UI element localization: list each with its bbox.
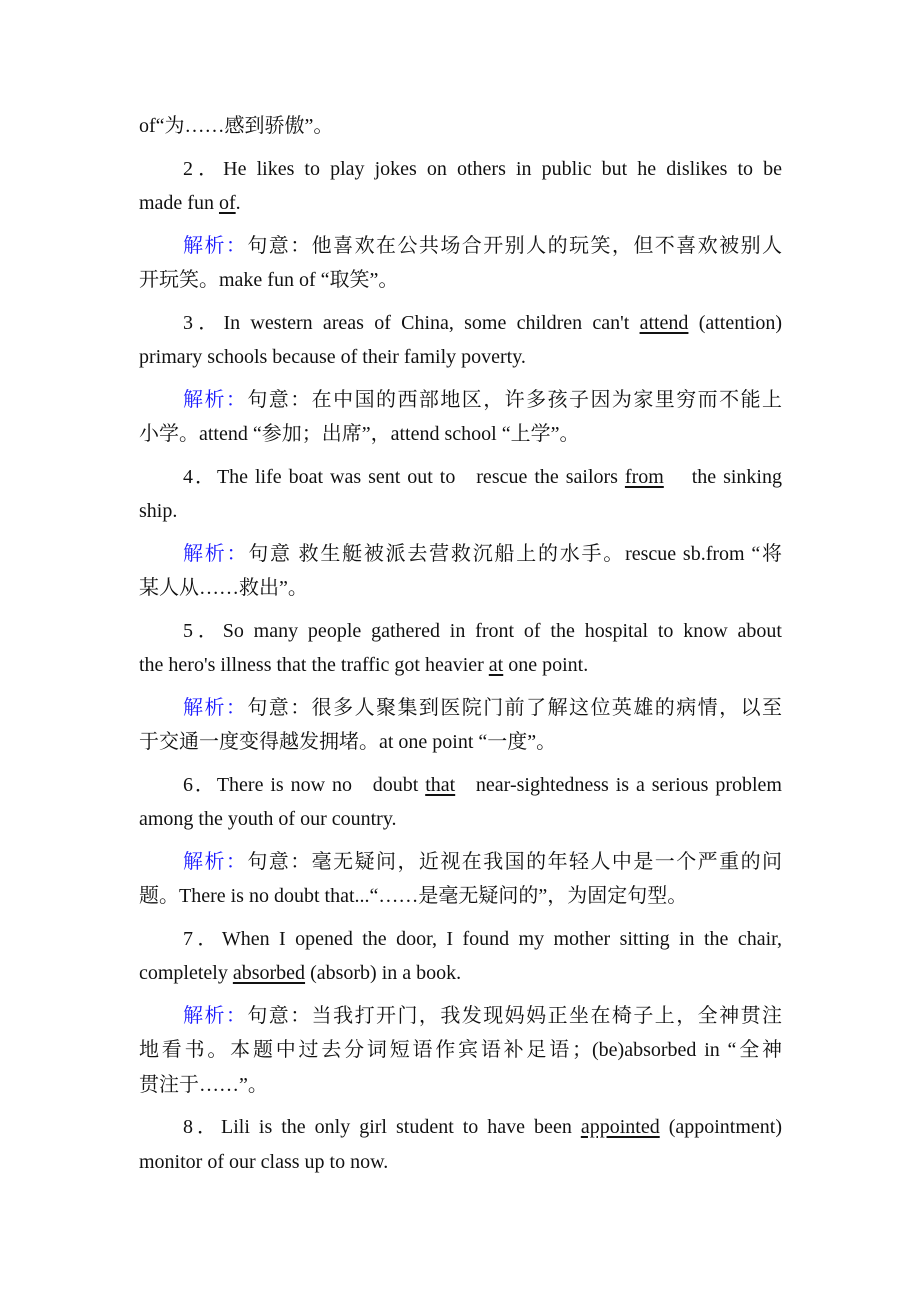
answer-blank: that bbox=[425, 773, 456, 796]
answer-blank: of bbox=[218, 192, 236, 214]
text-segment: 4．The life boat was sent out to rescue the sailors bbox=[183, 465, 625, 488]
analysis-paragraph bbox=[139, 691, 782, 760]
text-line bbox=[139, 879, 782, 914]
analysis-label: 解析： bbox=[183, 542, 249, 565]
text-line bbox=[139, 725, 782, 760]
text-line bbox=[139, 999, 782, 1034]
text-segment: 2．He likes to play jokes on others in public but he dislikes to be bbox=[183, 157, 782, 180]
question-paragraph bbox=[139, 768, 782, 837]
text-segment: of“为……感到骄傲”。 bbox=[139, 115, 334, 137]
analysis-label: 解析： bbox=[183, 388, 248, 411]
text-segment: ship. bbox=[139, 500, 178, 522]
text-segment: monitor of our class up to now. bbox=[139, 1150, 389, 1173]
text-segment: 8．Lili is the only girl student to have been bbox=[183, 1116, 581, 1138]
text-segment: 题。There is no doubt that...“……是毫无疑问的”，为固定句型。 bbox=[139, 885, 688, 907]
text-segment: 句意：他喜欢在公共场合开别人的玩笑，但不喜欢被别人 bbox=[247, 234, 783, 257]
text-segment: one point. bbox=[503, 654, 589, 676]
text-line bbox=[139, 340, 782, 375]
text-line bbox=[139, 922, 782, 957]
text-segment: . bbox=[235, 192, 241, 214]
question-paragraph bbox=[139, 1110, 782, 1179]
text-line bbox=[139, 691, 782, 726]
question-paragraph bbox=[139, 460, 782, 529]
text-segment: the sinking bbox=[663, 465, 782, 488]
analysis-paragraph bbox=[139, 229, 782, 298]
text-segment: 于交通一度变得越发拥堵。at one point “一度”。 bbox=[139, 731, 557, 753]
text-segment: 3．In western areas of China, some children can't bbox=[183, 311, 640, 334]
question-paragraph bbox=[139, 109, 782, 144]
text-line bbox=[139, 1033, 782, 1068]
analysis-label: 解析： bbox=[183, 696, 248, 719]
text-segment: made fun bbox=[139, 192, 219, 214]
text-segment: (absorb) in a book. bbox=[305, 962, 462, 984]
text-line bbox=[139, 571, 782, 606]
text-line bbox=[139, 1068, 782, 1103]
text-segment: 6．There is now no doubt bbox=[183, 773, 426, 796]
text-line bbox=[139, 229, 782, 264]
text-segment: 5．So many people gathered in front of the hospital to know about bbox=[183, 619, 782, 642]
text-segment: 开玩笑。make fun of “取笑”。 bbox=[139, 269, 399, 291]
text-line bbox=[139, 306, 782, 341]
analysis-label: 解析： bbox=[183, 234, 248, 257]
text-segment: primary schools because of their family poverty. bbox=[139, 346, 526, 368]
text-segment: near-sightedness is a serious problem bbox=[455, 773, 782, 796]
text-segment: 贯注于……”。 bbox=[139, 1073, 268, 1096]
document-page bbox=[139, 109, 782, 1179]
text-line bbox=[139, 109, 782, 144]
answer-blank: from bbox=[624, 465, 664, 488]
text-line bbox=[139, 152, 782, 187]
text-line bbox=[139, 494, 782, 529]
question-paragraph bbox=[139, 614, 782, 683]
text-segment: 7．When I opened the door, I found my mother sitting in the chair, bbox=[183, 927, 782, 950]
text-line bbox=[139, 383, 782, 418]
analysis-label: 解析： bbox=[183, 850, 248, 873]
text-line bbox=[139, 956, 782, 991]
answer-blank: attend bbox=[639, 311, 689, 334]
text-segment: (appointment) bbox=[659, 1116, 783, 1138]
analysis-paragraph bbox=[139, 845, 782, 914]
text-line bbox=[139, 648, 782, 683]
text-line bbox=[139, 768, 782, 803]
text-line bbox=[139, 460, 782, 495]
text-line bbox=[139, 417, 782, 452]
answer-blank: at bbox=[488, 654, 504, 676]
text-line bbox=[139, 845, 782, 880]
question-paragraph bbox=[139, 152, 782, 221]
question-paragraph bbox=[139, 922, 782, 991]
text-line bbox=[139, 614, 782, 649]
text-segment: 句意：很多人聚集到医院门前了解这位英雄的病情，以至 bbox=[247, 696, 783, 719]
analysis-paragraph bbox=[139, 999, 782, 1103]
text-segment: 某人从……救出”。 bbox=[139, 577, 308, 599]
answer-blank: absorbed bbox=[232, 962, 306, 984]
text-line bbox=[139, 537, 782, 572]
text-line bbox=[139, 802, 782, 837]
text-segment: among the youth of our country. bbox=[139, 808, 397, 830]
text-segment: 句意：在中国的西部地区，许多孩子因为家里穷而不能上 bbox=[247, 388, 783, 411]
analysis-label: 解析： bbox=[183, 1004, 248, 1027]
text-line bbox=[139, 186, 782, 221]
answer-blank: appointed bbox=[580, 1116, 660, 1138]
text-segment: 小学。attend “参加；出席”，attend school “上学”。 bbox=[139, 423, 580, 445]
text-segment: 句意 救生艇被派去营救沉船上的水手。rescue sb.from “将 bbox=[248, 542, 782, 565]
analysis-paragraph bbox=[139, 383, 782, 452]
text-line bbox=[139, 1145, 782, 1180]
text-segment: 地看书。本题中过去分词短语作宾语补足语；(be)absorbed in “全神 bbox=[139, 1039, 782, 1061]
analysis-paragraph bbox=[139, 537, 782, 606]
text-segment: the hero's illness that the traffic got heavier bbox=[139, 654, 489, 676]
text-segment: 句意：当我打开门，我发现妈妈正坐在椅子上，全神贯注 bbox=[247, 1004, 783, 1027]
text-line bbox=[139, 263, 782, 298]
text-segment: 句意：毫无疑问，近视在我国的年轻人中是一个严重的问 bbox=[247, 850, 783, 873]
question-paragraph bbox=[139, 306, 782, 375]
text-segment: completely bbox=[139, 962, 233, 984]
text-line bbox=[139, 1110, 782, 1145]
text-segment: (attention) bbox=[688, 311, 782, 334]
